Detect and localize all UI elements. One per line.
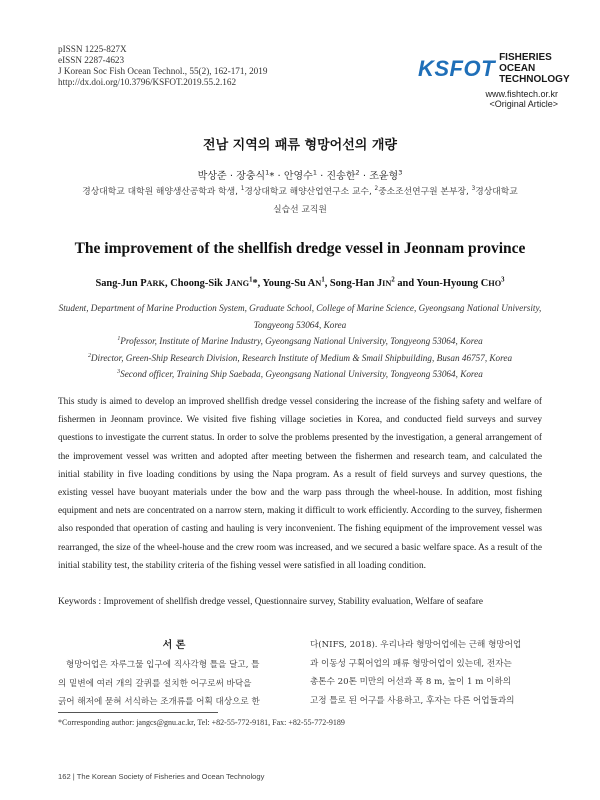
- page-footer: 162 | The Korean Society of Fisheries and Ocean Technology: [58, 772, 265, 781]
- footnote-divider: [58, 712, 218, 713]
- journal-meta: [58, 44, 267, 88]
- abstract: This study is aimed to develop an improved shellfish dredge vessel considering the increase of the fishing safety and welfare of fishermen in Jeonnam province. We visited five fishing village societies in Korea, and conducted field surveys and survey questions to investigate the current status. In order to solve the problems presented by the investigation, a general arrangement of the improvement vessel was written and adopted after meeting between the fishermen and research team, and calculated the initial stability in five loading conditions by using the Napa program. As a result of field surveys and survey questions, the existing vessel have buoyant materials under the bow and the warp pass through the wheel-house. In addition, most fishing equipment and nets are concentrated on a narrow stern, making it difficult to work efficiently. According to the survey, fishermen also responded that operation of casting and hauling is very inconvenient. The fishing equipment of the improvement vessel was rearranged, the size of the wheel-house and the crew room was increased, and we secured a basic welfare space. As a result of the initial stability test, the stability criteria of the fishing vessel were satisfied in all loading condition.: [58, 397, 542, 571]
- keywords: Keywords : Improvement of shellfish dredge vessel, Questionnaire survey, Stability evaluation, Welfare of seafare: [58, 597, 483, 607]
- affiliation-2: $^2$Director, Green-Ship Research Division, Research Institute of Medium & Smail Shipbuilding, Busan 46757, Korea: [87, 352, 513, 363]
- intro-left-line: 의 밑변에 여러 개의 갈퀴를 설치한 어구로써 바닥을: [58, 678, 252, 689]
- logo-line-1: FISHERIES OCEAN: [499, 52, 552, 74]
- intro-left-line: 형망어업은 자루그물 입구에 직사각형 틀을 달고, 틀: [66, 660, 260, 670]
- korean-affiliation-line-2: 실습선 교직원: [273, 205, 327, 215]
- intro-right-line: 고정 틀로 된 어구를 사용하고, 후자는 다른 어업들과의: [310, 695, 515, 706]
- intro-left-column: [58, 656, 290, 712]
- english-affiliations: [58, 300, 542, 383]
- logo-line-2: TECHNOLOGY: [499, 74, 570, 85]
- korean-affiliations: [58, 183, 542, 219]
- eissn: eISSN 2287-4623: [58, 55, 125, 65]
- intro-right-line: 과 이동성 구획어업의 패류 형망어업이 있는데, 전자는: [310, 658, 512, 669]
- corresponding-author-footnote: *Corresponding author: jangcs@gnu.ac.kr, Tel: +82-55-772-9181, Fax: +82-55-772-9189: [58, 718, 345, 727]
- journal-ref: J Korean Soc Fish Ocean Technol., 55(2), 162-171, 2019: [58, 66, 268, 76]
- affiliation-0b: Tongyeong 53064, Korea: [253, 319, 347, 330]
- doi-link[interactable]: http://dx.doi.org/10.3796/KSFOT.2019.55.2.162: [58, 77, 237, 87]
- affiliation-0a: Student, Department of Marine Production System, Graduate School, College of Marine Science, Gyeongsang National University,: [58, 303, 542, 313]
- english-title: The improvement of the shellfish dredge vessel in Jeonnam province: [74, 240, 526, 257]
- english-authors: Sang-Jun PARK, Choong-Sik JANG$^1$*, Young-Su $AN^1$, Song-Han JIN$^2$ and Youn-Hyoung CHO$^3$: [95, 276, 505, 289]
- pissn: pISSN 1225-827X: [58, 44, 127, 54]
- intro-left-line: 긁어 해저에 묻혀 서식하는 조개류를 어획 대상으로 한: [58, 697, 260, 707]
- affiliation-3: $^3$Second officer, Training Ship Saebada, Gyeongsang National University, Tongyeong 53064, Korea: [117, 368, 483, 379]
- korean-title: 전남 지역의 패류 형망어선의 개량: [203, 138, 397, 153]
- intro-heading: 서 론: [162, 640, 186, 651]
- journal-website[interactable]: www.fishtech.or.kr: [485, 89, 558, 99]
- journal-logo: [418, 52, 570, 109]
- intro-right-line: 총톤수 20톤 미만의 어선과 폭 8 m, 높이 1 m 이하의: [310, 677, 512, 687]
- affiliation-1: $^1$Professor, Institute of Marine Industry, Gyeongsang National University, Tongyeong 53064, Korea: [117, 335, 483, 346]
- intro-right-column: [310, 636, 542, 710]
- article-type: <Original Article>: [489, 99, 558, 109]
- korean-affiliation-line-1: 경상대학교 대학원 해양생산공학과 학생, $^1$경상대학교 해양산업연구소 교수, $^2$중소조선연구원 본부장, $^3$경상대학교: [82, 186, 518, 197]
- korean-authors: 박상준 · 장충식$^1$* · 안영수$^1$ · 진송한$^2$ · 조윤형$^3$: [197, 168, 403, 182]
- ksfot-logo-mark: KSFOT: [418, 55, 496, 81]
- intro-right-line: 다(NIFS, 2018). 우리나라 형망어업에는 근해 형망어업: [310, 640, 522, 650]
